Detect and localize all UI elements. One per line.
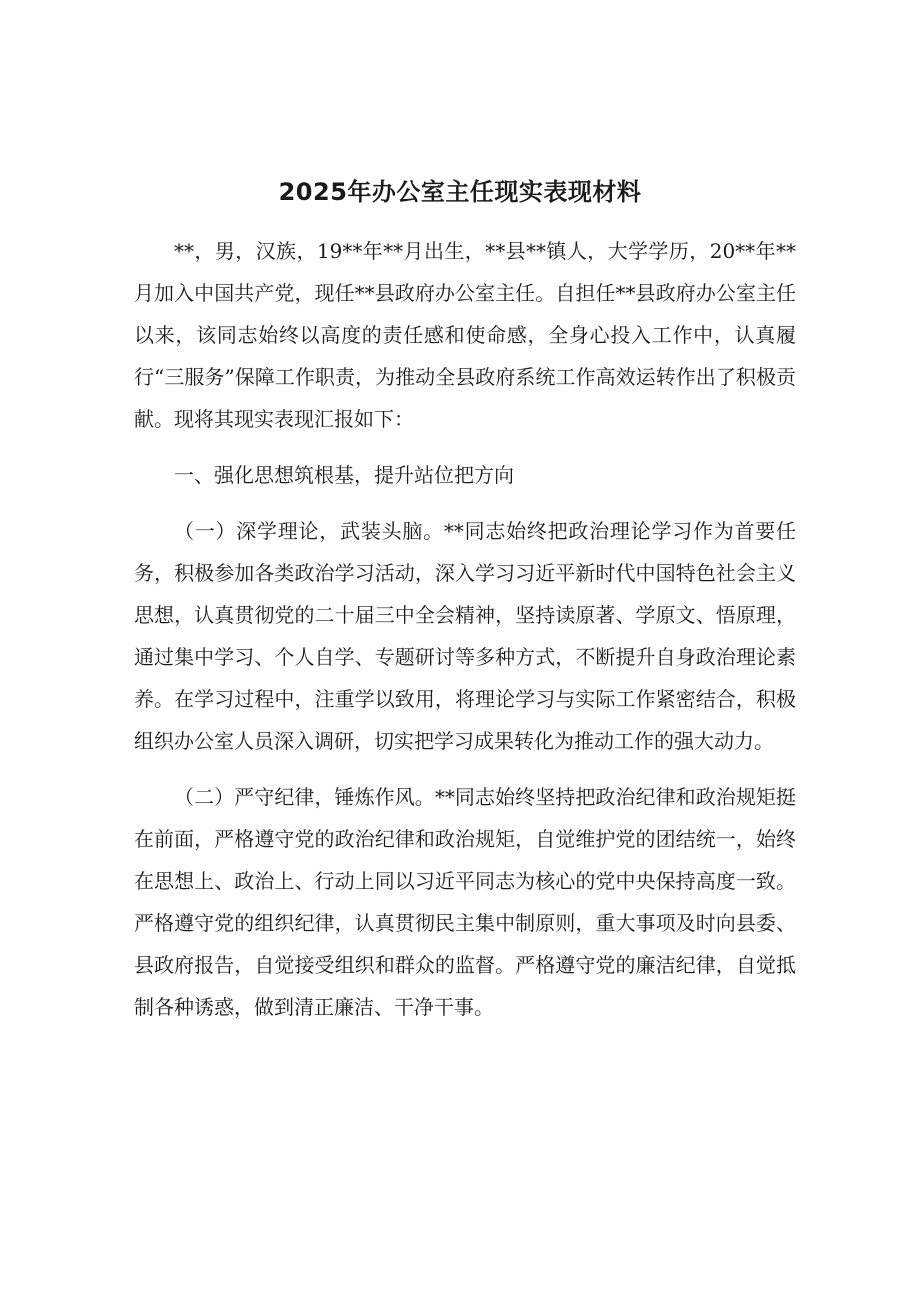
section-1-item-2: （二）严守纪律，锤炼作风。**同志始终坚持把政治纪律和政治规矩挺在前面，严格遵守党的政治纪律和政治规矩，自觉维护党的团结统一，始终在思想上、政治上、行动上同以习近平同志为核心的党中央保持高度一致。严格遵守党的组织纪律，认真贯彻民主集中制原则，重大事项及时向县委、县政府报告，自觉接受组织和群众的监督。严格遵守党的廉洁纪律，自觉抵制各种诱惑，做到清正廉洁、干净干事。 xyxy=(134,785,796,1019)
document-title: 2025年办公室主任现实表现材料 xyxy=(278,178,642,206)
document-body xyxy=(134,230,796,1028)
section-1-heading: 一、强化思想筑根基，提升站位把方向 xyxy=(174,463,514,487)
intro-paragraph: **，男，汉族，19**年**月出生，**县**镇人，大学学历，20**年**月加入中国共产党，现任**县政府办公室主任。自担任**县政府办公室主任以来，该同志始终以高度的责任感和使命感，全身心投入工作中，认真履行“三服务”保障工作职责，为推动全县政府系统工作高效运转作出了积极贡献。现将其现实表现汇报如下： xyxy=(134,239,796,431)
section-1-item-1: （一）深学理论，武装头脑。**同志始终把政治理论学习作为首要任务，积极参加各类政治学习活动，深入学习习近平新时代中国特色社会主义思想，认真贯彻党的二十届三中全会精神，坚持读原著、学原文、悟原理，通过集中学习、个人自学、专题研讨等多种方式，不断提升自身政治理论素养。在学习过程中，注重学以致用，将理论学习与实际工作紧密结合，积极组织办公室人员深入调研，切实把学习成果转化为推动工作的强大动力。 xyxy=(134,519,796,753)
